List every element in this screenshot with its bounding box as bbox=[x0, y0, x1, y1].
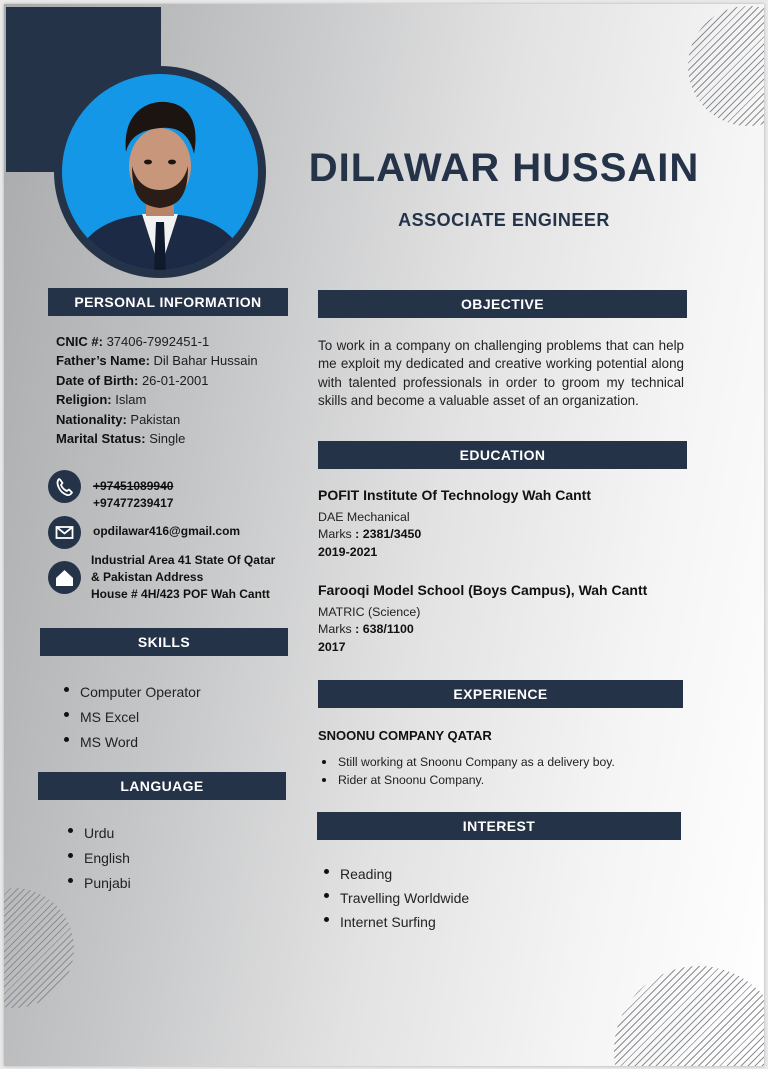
language-heading: LANGUAGE bbox=[38, 772, 286, 800]
school-name: POFIT Institute Of Technology Wah Cantt bbox=[318, 487, 591, 503]
phone-numbers bbox=[93, 478, 173, 512]
home-icon bbox=[48, 561, 81, 594]
info-value: Dil Bahar Hussain bbox=[149, 353, 258, 369]
language-item: Urdu bbox=[62, 821, 131, 846]
program: DAE Mechanical bbox=[318, 510, 410, 524]
info-label: Religion: bbox=[56, 392, 112, 408]
marks-value: : 638/1100 bbox=[351, 622, 414, 637]
personal-info-list bbox=[56, 332, 258, 448]
info-row bbox=[56, 351, 258, 370]
info-value: Islam bbox=[111, 392, 147, 408]
experience-item: Rider at Snoonu Company. bbox=[316, 771, 615, 789]
skill-item: MS Word bbox=[58, 730, 201, 755]
full-name: DILAWAR HUSSAIN bbox=[308, 146, 700, 190]
language-item: Punjabi bbox=[62, 871, 131, 896]
language-item: English bbox=[62, 846, 131, 871]
info-row bbox=[56, 429, 258, 448]
education-entry bbox=[318, 582, 718, 656]
job-title: ASSOCIATE ENGINEER bbox=[398, 210, 610, 230]
skill-item: MS Excel bbox=[58, 705, 201, 730]
phone-icon bbox=[48, 470, 81, 503]
years bbox=[318, 544, 698, 561]
info-label: Date of Birth: bbox=[56, 372, 139, 388]
info-value: 37406-7992451-1 bbox=[102, 334, 210, 349]
email-address[interactable]: opdilawar416@gmail.com bbox=[93, 524, 241, 538]
marks bbox=[318, 621, 718, 638]
address-line: Industrial Area 41 State Of Qatar bbox=[91, 553, 276, 567]
experience-heading: EXPERIENCE bbox=[318, 680, 683, 708]
company-name: SNOONU COMPANY QATAR bbox=[318, 728, 492, 743]
marks bbox=[318, 526, 698, 543]
email-icon bbox=[48, 516, 81, 549]
address-line: House # 4H/423 POF Wah Cantt bbox=[91, 587, 270, 601]
skills-list bbox=[58, 680, 201, 755]
education-entry bbox=[318, 487, 698, 561]
interest-item: Internet Surfing bbox=[318, 910, 469, 934]
years bbox=[318, 639, 718, 656]
info-row bbox=[56, 390, 258, 409]
stripe-circle-bottom-right bbox=[614, 966, 764, 1066]
marks-label: Marks bbox=[318, 527, 352, 542]
interest-list bbox=[318, 862, 469, 934]
marks-label: Marks bbox=[318, 622, 352, 637]
skill-item: Computer Operator bbox=[58, 680, 201, 705]
personal-info-heading: PERSONAL INFORMATION bbox=[48, 288, 288, 316]
language-list bbox=[62, 821, 131, 896]
info-label: Nationality: bbox=[56, 411, 127, 427]
program: MATRIC (Science) bbox=[318, 605, 421, 619]
school-name: Farooqi Model School (Boys Campus), Wah Cantt bbox=[318, 582, 648, 598]
stripe-circle-top-right bbox=[688, 6, 764, 126]
skills-heading: SKILLS bbox=[40, 628, 288, 656]
objective-text: To work in a company on challenging problems that can help me exploit my dedicated and creative working potential along with talented professionals in order to groom my technical skills and become a valuable asset of an organization. bbox=[318, 338, 684, 409]
phone-number: +97477239417 bbox=[93, 496, 174, 510]
stripe-circle-bottom-left bbox=[4, 888, 74, 1008]
info-value: 26-01-2001 bbox=[138, 372, 209, 388]
info-value: Pakistan bbox=[126, 411, 181, 427]
person-icon bbox=[62, 74, 258, 270]
info-row bbox=[56, 332, 258, 351]
info-row bbox=[56, 371, 258, 390]
interest-heading: INTEREST bbox=[317, 812, 681, 840]
info-label: Marital Status: bbox=[56, 431, 146, 447]
address bbox=[91, 552, 275, 603]
marks-value: : 2381/3450 bbox=[351, 527, 422, 542]
education-heading: EDUCATION bbox=[318, 441, 687, 469]
objective-heading: OBJECTIVE bbox=[318, 290, 687, 318]
info-value: Single bbox=[145, 431, 186, 447]
profile-photo bbox=[62, 74, 258, 270]
experience-list bbox=[316, 753, 615, 789]
address-line: & Pakistan Address bbox=[91, 570, 204, 584]
phone-old: +97451089940 bbox=[93, 479, 174, 493]
info-label: Father’s Name: bbox=[56, 353, 150, 369]
interest-item: Reading bbox=[318, 862, 469, 886]
resume-page bbox=[4, 4, 764, 1066]
interest-item: Travelling Worldwide bbox=[318, 886, 469, 910]
info-label: CNIC #: bbox=[56, 334, 103, 349]
years-value: 2019-2021 bbox=[318, 544, 378, 559]
experience-item: Still working at Snoonu Company as a delivery boy. bbox=[316, 753, 615, 771]
years-value: 2017 bbox=[318, 639, 346, 654]
info-row bbox=[56, 410, 258, 429]
